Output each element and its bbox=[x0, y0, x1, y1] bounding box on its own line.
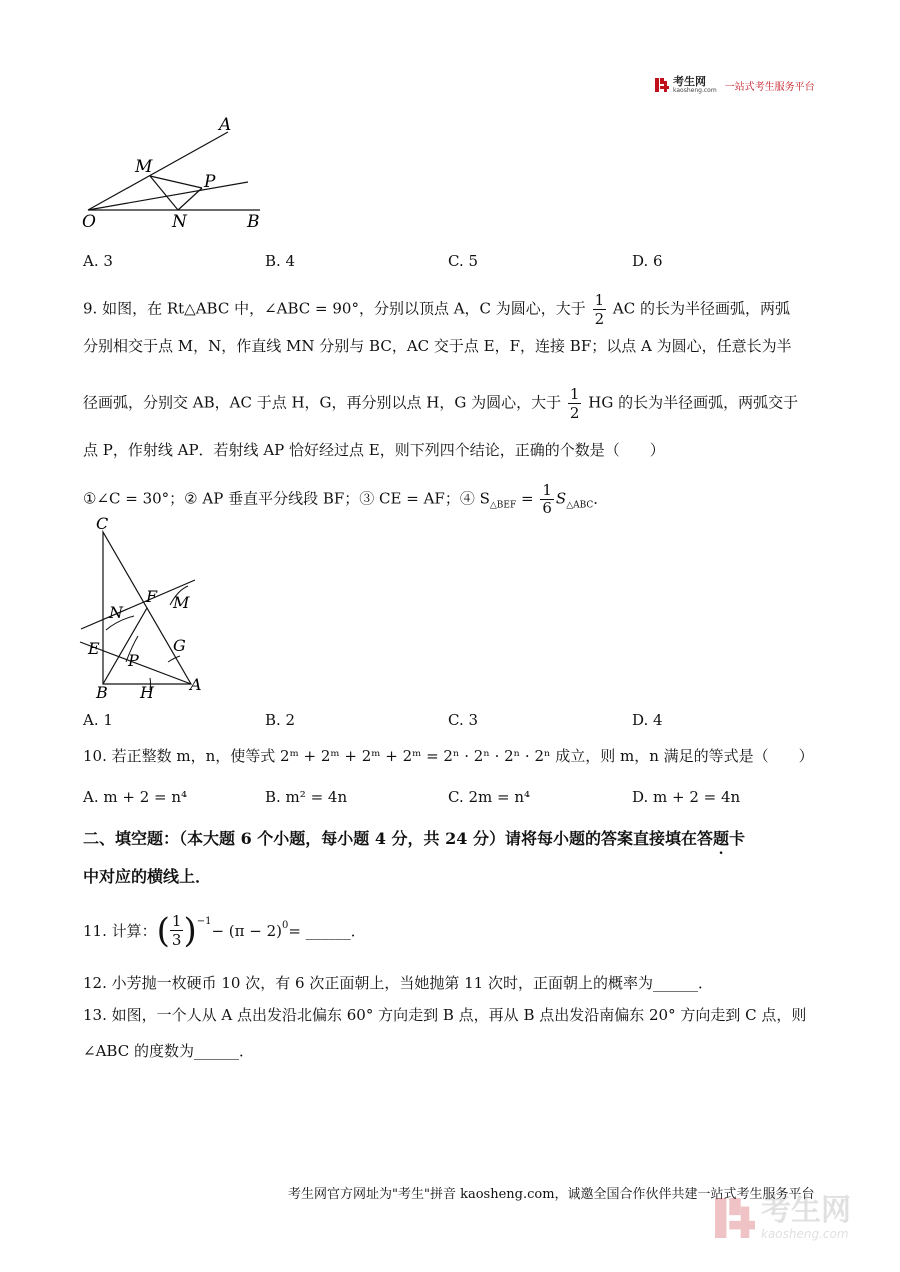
label-O: O bbox=[82, 212, 96, 232]
label-B: B bbox=[247, 212, 260, 232]
q9-sub-bef: △BEF bbox=[489, 500, 517, 511]
q10-option-c: C. 2m = n⁴ bbox=[448, 788, 531, 806]
q9-end: ． bbox=[593, 489, 609, 508]
brand-slogan: 一站式考生服务平台 bbox=[724, 81, 815, 93]
q11-head: 11. 计算： bbox=[83, 921, 157, 940]
q9-line1-text: 9. 如图，在 Rt△ABC 中，∠ABC = 90°，分别以顶点 A，C 为圆心，大于 bbox=[83, 299, 586, 318]
q9-figure bbox=[78, 512, 218, 702]
q9-line1-tail: AC 的长为半径画弧，两弧 bbox=[612, 299, 791, 318]
q9-fraction-2 bbox=[568, 385, 582, 422]
label-E: E bbox=[88, 639, 100, 658]
label-A: A bbox=[219, 115, 232, 135]
label-M2: M bbox=[173, 593, 190, 612]
q9-line3-tail: HG 的长为半径画弧，两弧交于 bbox=[588, 393, 799, 412]
q10-option-d: D. m + 2 = 4n bbox=[632, 788, 741, 806]
q13-line2: ∠ABC 的度数为______． bbox=[83, 1042, 254, 1060]
watermark-logo-icon bbox=[715, 1195, 755, 1241]
q9-line4: 点 P，作射线 AP．若射线 AP 恰好经过点 E，则下列四个结论，正确的个数是（ ） bbox=[83, 441, 665, 459]
q11-num: 1 bbox=[171, 912, 182, 930]
q9-eq: = bbox=[516, 489, 539, 508]
q10-question: 10. 若正整数 m，n，使等式 2ᵐ + 2ᵐ + 2ᵐ + 2ᵐ = 2ⁿ · 2ⁿ · 2ⁿ · 2ⁿ 成立，则 m，n 满足的等式是（ ） bbox=[83, 747, 814, 765]
q9-fraction-3 bbox=[540, 482, 554, 517]
q9-option-c: C. 3 bbox=[448, 711, 479, 729]
q9-frac2-num: 1 bbox=[569, 385, 580, 403]
label-B2: B bbox=[96, 683, 108, 702]
watermark-text bbox=[761, 1195, 851, 1241]
q11-mid: − (π − 2) bbox=[211, 921, 282, 940]
label-A2: A bbox=[190, 675, 202, 694]
brand-text bbox=[673, 76, 717, 94]
watermark-url: kaosheng.com bbox=[761, 1227, 849, 1241]
section2-answer-card: 答题卡 bbox=[696, 829, 745, 848]
brand-url: kaosheng.com bbox=[673, 87, 717, 94]
q10-option-a: A. m + 2 = n⁴ bbox=[83, 788, 188, 806]
label-C: C bbox=[96, 514, 109, 533]
q8-option-b: B. 4 bbox=[265, 252, 296, 270]
q8-figure bbox=[80, 110, 280, 235]
q9-frac2-den: 2 bbox=[569, 404, 580, 422]
q8-option-d: D. 6 bbox=[632, 252, 663, 270]
label-G: G bbox=[173, 636, 186, 655]
q9-frac-num: 1 bbox=[594, 291, 605, 309]
q9-line2: 分别相交于点 M，N，作直线 MN 分别与 BC，AC 交于点 E，F，连接 BF；以点 A 为圆心，任意长为半 bbox=[83, 337, 792, 355]
q11-tail: = ______． bbox=[288, 921, 366, 940]
q9-line1 bbox=[83, 291, 790, 328]
label-H: H bbox=[140, 683, 154, 702]
watermark bbox=[715, 1195, 851, 1241]
q9-line3 bbox=[83, 385, 798, 422]
q9-line3-text: 径画弧，分别交 AB，AC 于点 H，G，再分别以点 H，G 为圆心，大于 bbox=[83, 393, 562, 412]
q9-sub-abc: △ABC bbox=[566, 500, 594, 511]
q8-option-a: A. 3 bbox=[83, 252, 113, 270]
q11-paren-open: ( bbox=[156, 910, 170, 951]
q8-option-c: C. 5 bbox=[448, 252, 479, 270]
q9-s: S bbox=[555, 489, 567, 508]
label-M: M bbox=[135, 157, 153, 177]
q9-statements: ①∠C = 30°；② AP 垂直平分线段 BF；③ CE = AF；④ S bbox=[83, 489, 490, 508]
label-P2: P bbox=[128, 651, 139, 670]
kaosheng-logo-icon bbox=[655, 77, 669, 93]
section2-heading-line2: 中对应的横线上． bbox=[83, 867, 212, 886]
q12-question: 12. 小芳抛一枚硬币 10 次，有 6 次正面朝上，当她抛第 11 次时，正面朝上的概率为______． bbox=[83, 974, 713, 992]
page-footer: 考生网官方网址为"考生"拼音 kaosheng.com，诚邀全国合作伙伴共建一站式考生服务平台 bbox=[288, 1187, 815, 1202]
label-N2: N bbox=[109, 603, 123, 622]
q9-option-d: D. 4 bbox=[632, 711, 663, 729]
section2-heading-line1 bbox=[83, 826, 745, 849]
label-P: P bbox=[204, 172, 216, 192]
label-F: F bbox=[146, 587, 158, 606]
section2-heading-text: 二、填空题：（本大题 6 个小题，每小题 4 分，共 24 分）请将每小题的答案直接填在 bbox=[83, 829, 697, 848]
watermark-name: 考生网 bbox=[761, 1193, 851, 1228]
q11-exp2: 0 bbox=[282, 920, 289, 931]
seg-NP bbox=[178, 188, 202, 210]
q11-den: 3 bbox=[171, 931, 182, 949]
brand-name: 考生网 bbox=[673, 75, 706, 88]
q11-question bbox=[83, 912, 366, 949]
label-N: N bbox=[172, 212, 187, 232]
q13-line1: 13. 如图，一个人从 A 点出发沿北偏东 60° 方向走到 B 点，再从 B 点出发沿南偏东 20° 方向走到 C 点，则 bbox=[83, 1006, 807, 1024]
q9-option-b: B. 2 bbox=[265, 711, 296, 729]
q9-frac3-den: 6 bbox=[542, 499, 552, 517]
q9-fraction bbox=[593, 291, 607, 328]
q11-paren-close: ) bbox=[183, 910, 197, 951]
q10-option-b: B. m² = 4n bbox=[265, 788, 348, 806]
header-brand bbox=[655, 75, 815, 95]
q9-frac3-num: 1 bbox=[542, 481, 552, 499]
q9-frac-den: 2 bbox=[594, 310, 605, 328]
q11-exp1: −1 bbox=[196, 916, 212, 927]
q11-fraction bbox=[170, 912, 184, 949]
q9-option-a: A. 1 bbox=[83, 711, 113, 729]
